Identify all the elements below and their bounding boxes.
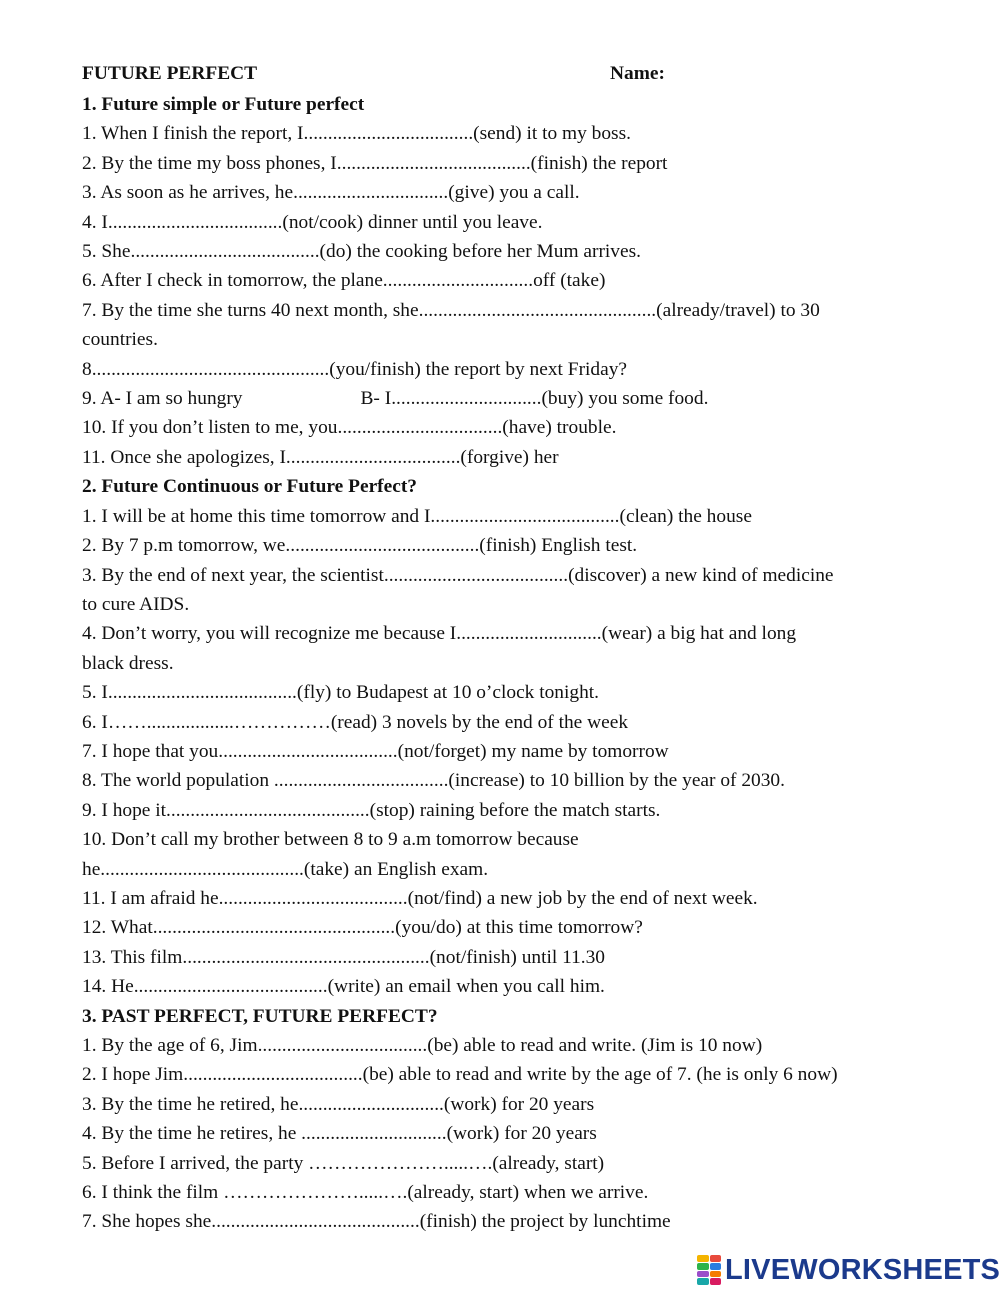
item9-part-b: B- I...............................(buy) you some food. [360,388,709,410]
title-row [82,58,962,90]
page-title: FUTURE PERFECT [82,63,258,84]
logo-block [710,1255,722,1262]
exercise-line: black dress. [82,652,174,674]
exercise-line: 10. If you don’t listen to me, you..................................(have) trouble. [82,417,617,439]
item9-part-a: 9. A- I am so hungry [82,388,243,410]
section-heading: 3. PAST PERFECT, FUTURE PERFECT? [82,1005,438,1027]
exercise-line: 11. I am afraid he.......................................(not/find) a new job by the end of next week. [82,887,758,909]
exercise-line: 7. I hope that you.....................................(not/forget) my name by tomorrow [82,740,669,762]
exercise-line: 4. By the time he retires, he ..............................(work) for 20 years [82,1123,597,1145]
exercise-line: 2. By 7 p.m tomorrow, we........................................(finish) English test. [82,535,638,557]
exercise-line: 3. By the end of next year, the scientist......................................(discover) a new kind of medicine [82,564,834,586]
exercise-line: 4. Don’t worry, you will recognize me because I..............................(wear) a big hat and long [82,623,797,645]
exercise-line-9 [82,384,962,413]
worksheet [82,58,962,1237]
exercise-line: 6. I……..................……………(read) 3 novels by the end of the week [82,711,629,733]
exercise-line: 7. By the time she turns 40 next month, she.................................................(already/travel) to 30 [82,299,820,321]
logo-block [697,1255,709,1262]
exercise-line: to cure AIDS. [82,593,190,615]
exercise-line: 1. By the age of 6, Jim...................................(be) able to read and write. (Jim is 10 now) [82,1035,763,1056]
liveworksheets-logo-text: LIVEWORKSHEETS [725,1254,1000,1286]
name-label: Name: [610,63,665,84]
liveworksheets-logo-icon [697,1255,721,1285]
liveworksheets-logo [697,1252,1000,1288]
exercise-line: 6. I think the film ………………….....….(already, start) when we arrive. [82,1182,649,1204]
logo-block [697,1278,709,1285]
logo-block [697,1263,709,1270]
exercise-line: he..........................................(take) an English exam. [82,858,489,880]
logo-block [710,1263,722,1270]
section-heading: 2. Future Continuous or Future Perfect? [82,476,417,498]
exercise-line: 12. What..................................................(you/do) at this time tomorrow? [82,917,643,939]
exercise-line: 13. This film...................................................(not/finish) until 11.30 [82,946,606,968]
logo-block [697,1271,709,1278]
logo-block [710,1278,722,1285]
exercise-line: 6. After I check in tomorrow, the plane...............................off (take) [82,270,606,292]
exercise-line: 9. I hope it..........................................(stop) raining before the match starts. [82,799,661,821]
exercise-line: 2. By the time my boss phones, I........................................(finish) the report [82,152,668,174]
exercise-line: 11. Once she apologizes, I....................................(forgive) her [82,446,559,468]
exercise-line: 1. When I finish the report, I...................................(send) it to my boss. [82,123,631,145]
exercise-line: 2. I hope Jim.....................................(be) able to read and write by the age of 7. (he is only 6 now) [82,1064,838,1086]
logo-block [710,1271,722,1278]
exercise-line: 3. By the time he retired, he..............................(work) for 20 years [82,1093,595,1115]
exercise-line: 14. He........................................(write) an email when you call him. [82,976,605,998]
exercise-line: 1. I will be at home this time tomorrow and I.......................................(clean) the house [82,505,752,527]
exercise-line: 3. As soon as he arrives, he................................(give) you a call. [82,182,580,204]
exercise-line: 5. Before I arrived, the party ………………….....….(already, start) [82,1152,605,1174]
exercise-line: 8.................................................(you/finish) the report by next Friday? [82,358,628,380]
exercise-line: 4. I....................................(not/cook) dinner until you leave. [82,211,543,233]
exercise-line: 8. The world population ....................................(increase) to 10 billion by the year of 2030. [82,770,785,792]
exercise-line: 5. She.......................................(do) the cooking before her Mum arrives. [82,241,641,263]
exercise-line: 5. I.......................................(fly) to Budapest at 10 o’clock tonight. [82,682,600,704]
section-heading: 1. Future simple or Future perfect [82,94,365,115]
exercise-line: 10. Don’t call my brother between 8 to 9 a.m tomorrow because [82,829,579,851]
exercise-line: 7. She hopes she...........................................(finish) the project by lunchtime [82,1211,671,1233]
exercise-line: countries. [82,329,158,351]
